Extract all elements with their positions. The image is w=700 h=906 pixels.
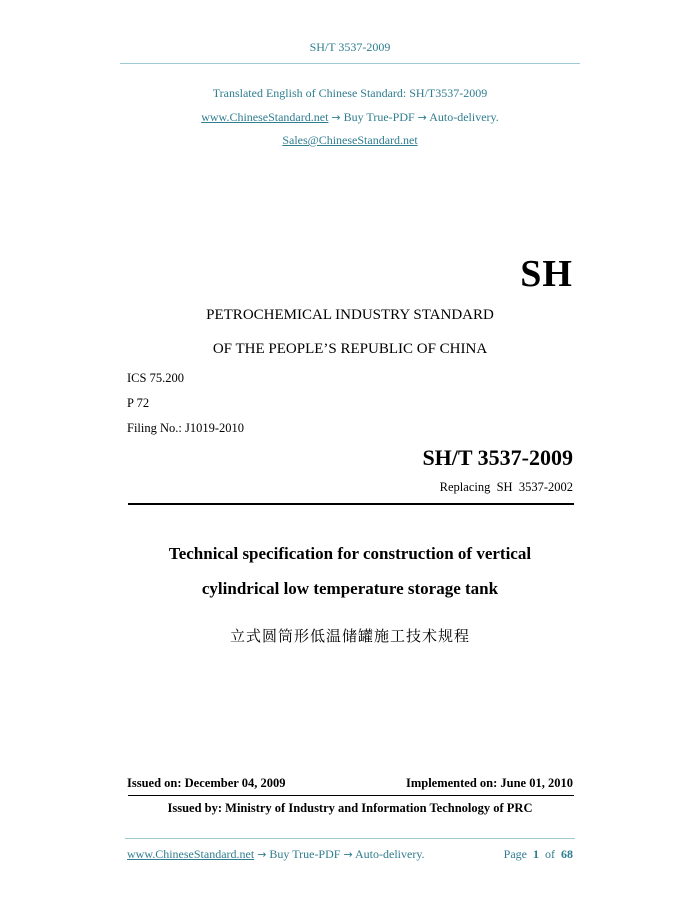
implemented-date: Implemented on: June 01, 2010 [405,776,573,790]
translation-note-line1 [0,86,700,101]
running-header [0,40,700,55]
standard-number: SH/T 3537-2009 [422,445,573,470]
title-zh: 立式圆筒形低温储罐施工技术规程 [229,627,470,645]
site-link[interactable]: www.ChineseStandard.net [201,110,329,124]
replacing-note: Replacing SH 3537-2002 [439,480,573,494]
issued-by: Issued by: Ministry of Industry and Information Technology of PRC [167,801,533,815]
page-total: 68 [561,847,573,861]
arrow-icon: → [343,848,353,861]
footer-divider [125,838,575,839]
auto-delivery-text: Auto-delivery. [429,110,499,124]
ics-code: ICS 75.200 [127,371,184,385]
translation-note-line2 [0,110,700,125]
title-en-line-1: Technical specification for construction of vertical [168,544,532,563]
page-number: 1 [533,847,539,861]
running-title: SH/T 3537-2009 [309,40,391,54]
title-en-line-2: cylindrical low temperature storage tank [201,579,499,598]
filing-number: Filing No.: J1019-2010 [127,421,245,435]
page-label: Page [503,847,527,861]
page-indicator [504,847,573,862]
org-line-1: PETROCHEMICAL INDUSTRY STANDARD [206,307,494,323]
arrow-icon: → [417,111,427,124]
of-label: of [545,847,555,861]
buy-text: Buy True-PDF [343,110,415,124]
footer-site-link[interactable]: www.ChineseStandard.net [127,847,255,861]
footer-buy-text: Buy True-PDF [269,847,341,861]
footer-links [127,847,425,862]
standard-mark: SH [520,253,573,295]
dates-rule [128,795,574,796]
org-line-2: OF THE PEOPLE’S REPUBLIC OF CHINA [212,341,488,357]
translation-note-line3 [0,133,700,148]
issued-date: Issued on: December 04, 2009 [127,776,286,790]
header-divider [120,63,580,64]
email-link[interactable]: Sales@ChineseStandard.net [282,133,418,147]
arrow-icon: → [257,848,267,861]
p-code: P 72 [127,396,150,410]
title-rule [128,503,574,505]
translation-note-text: Translated English of Chinese Standard: SH/T3537-2009 [212,86,488,100]
arrow-icon: → [331,111,341,124]
footer-auto-delivery-text: Auto-delivery. [355,847,425,861]
